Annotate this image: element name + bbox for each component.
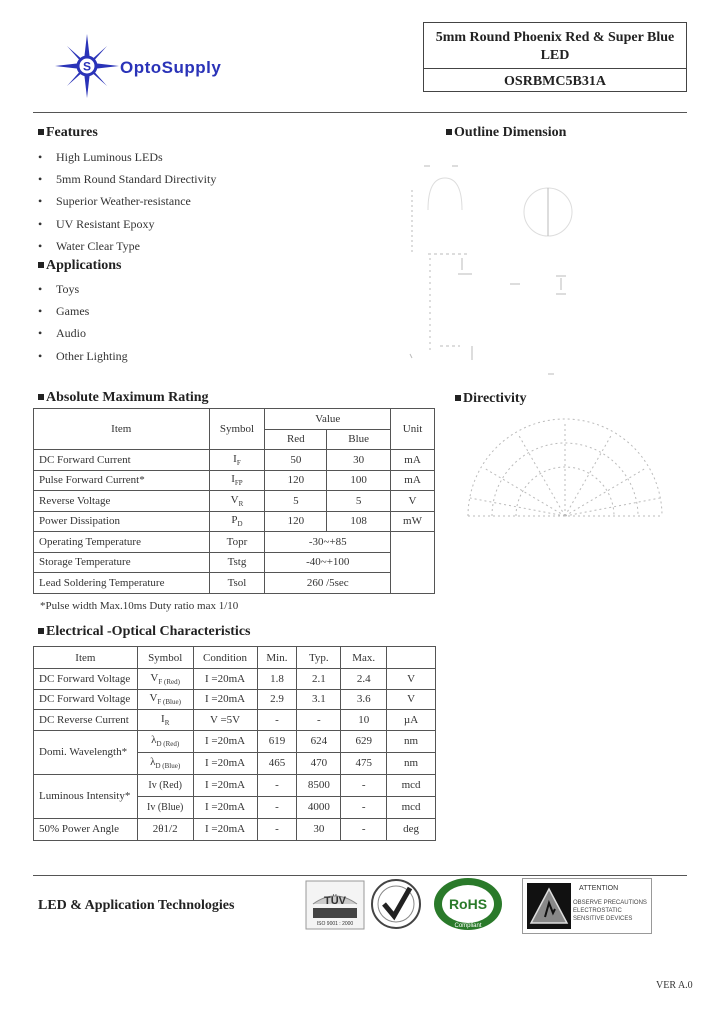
list-item: • 5mm Round Standard Directivity: [38, 172, 217, 187]
table-row: Pulse Forward Current* $I_{FP}$ 120 100 mA: [34, 470, 435, 491]
abs-max-note: *Pulse width Max.10ms Duty ratio max 1/10: [40, 600, 239, 612]
svg-text:TÜV: TÜV: [324, 895, 346, 907]
quality-check-icon: [370, 878, 422, 930]
footer-title: LED & Application Technologies: [38, 898, 235, 913]
svg-text:S: S: [82, 59, 92, 74]
table-row: Iv (Blue) I =20mA - 4000 - mcd: [34, 796, 436, 818]
list-item: • Toys: [38, 282, 80, 296]
col-header-min: Min.: [257, 647, 297, 669]
col-header-max: Max.: [341, 647, 387, 669]
eo-table: [33, 646, 436, 841]
col-header-unit: Unit: [391, 409, 435, 450]
directivity-chart: [460, 418, 670, 528]
col-header-item: Item: [34, 409, 210, 450]
col-header-symbol: Symbol: [209, 409, 265, 450]
col-header-blue: Blue: [327, 429, 391, 450]
table-row: DC Forward Voltage $V_{F (Red)}$ I =20mA 1.8 2.1 2.4 V: [34, 669, 436, 690]
list-item: • Games: [38, 304, 90, 319]
product-title: 5mm Round Phoenix Red & Super Blue LED: [435, 30, 675, 63]
col-header-red: Red: [265, 429, 327, 450]
svg-text:ISO 9001 : 2000: ISO 9001 : 2000: [316, 921, 354, 927]
footer-divider: [33, 875, 687, 876]
abs-max-heading: Absolute Maximum Rating: [38, 390, 209, 406]
svg-text:RoHS: RoHS: [448, 896, 488, 912]
list-item: • Water Clear Type: [38, 238, 140, 253]
table-row: DC Forward Voltage $V_{F (Blue)}$ I =20mA 2.9 3.1 3.6 V: [34, 689, 436, 710]
col-header-condition: Condition: [193, 647, 257, 669]
attention-text: OBSERVE PRECAUTIONS ELECTROSTATIC SENSITIVE DEVICES: [573, 900, 647, 922]
esd-attention-box: [522, 878, 652, 934]
rohs-compliant-icon: [432, 876, 504, 932]
header-divider: [33, 112, 687, 113]
table-row: Reverse Voltage $V_R$ 5 5 V: [34, 491, 435, 512]
svg-text:Compliant: Compliant: [454, 923, 482, 929]
list-item: • UV Resistant Epoxy: [38, 216, 155, 231]
col-header-item: Item: [34, 647, 138, 669]
list-item: • High Luminous LEDs: [38, 150, 163, 164]
tuv-cert-icon: [305, 880, 365, 930]
table-row: DC Reverse Current $I_R$ V =5V - - 10 µA: [34, 710, 436, 731]
table-row: Lead Soldering Temperature Tsol 260 /5sec: [34, 573, 435, 594]
brand-name: OptoSupply: [120, 58, 222, 77]
version-label: VER A.0: [656, 980, 693, 991]
table-row: $\lambda_{D (Blue)}$ I =20mA 465 470 475 nm: [34, 752, 436, 774]
directivity-heading: Directivity: [455, 391, 527, 407]
list-item: • Other Lighting: [38, 348, 128, 363]
list-item: • Superior Weather-resistance: [38, 194, 191, 209]
esd-warning-icon: [527, 883, 571, 929]
col-header-symbol: Symbol: [137, 647, 193, 669]
table-row: Domi. Wavelength* $\lambda_{D (Red)}$ I =20mA 619 624 629 nm: [34, 730, 436, 752]
table-row: Luminous Intensity* Iv (Red) I =20mA - 8500 - mcd: [34, 774, 436, 796]
applications-list: [38, 282, 128, 371]
col-header-unit: [387, 647, 436, 669]
features-list: [38, 150, 216, 261]
outline-drawing: [400, 150, 590, 380]
product-title-box: [423, 22, 687, 92]
col-header-typ: Typ.: [297, 647, 341, 669]
brand-logo-icon: [55, 34, 119, 98]
table-row: DC Forward Current $I_F$ 50 30 mA: [34, 450, 435, 471]
abs-max-table: [33, 408, 435, 594]
table-row: 50% Power Angle 2θ1/2 I =20mA - 30 - deg: [34, 818, 436, 840]
part-number: OSRBMC5B31A: [504, 74, 606, 89]
table-row: Operating Temperature Topr -30~+85: [34, 532, 435, 553]
attention-title: ATTENTION: [579, 885, 619, 892]
col-header-value: Value: [265, 409, 391, 430]
applications-heading: Applications: [38, 258, 121, 274]
outline-heading: Outline Dimension: [446, 125, 566, 141]
list-item: • Audio: [38, 326, 86, 341]
eo-heading: Electrical -Optical Characteristics: [38, 624, 250, 640]
table-row: Storage Temperature Tstg -40~+100: [34, 552, 435, 573]
table-row: Power Dissipation $P_D$ 120 108 mW: [34, 511, 435, 532]
features-heading: Features: [38, 125, 98, 141]
